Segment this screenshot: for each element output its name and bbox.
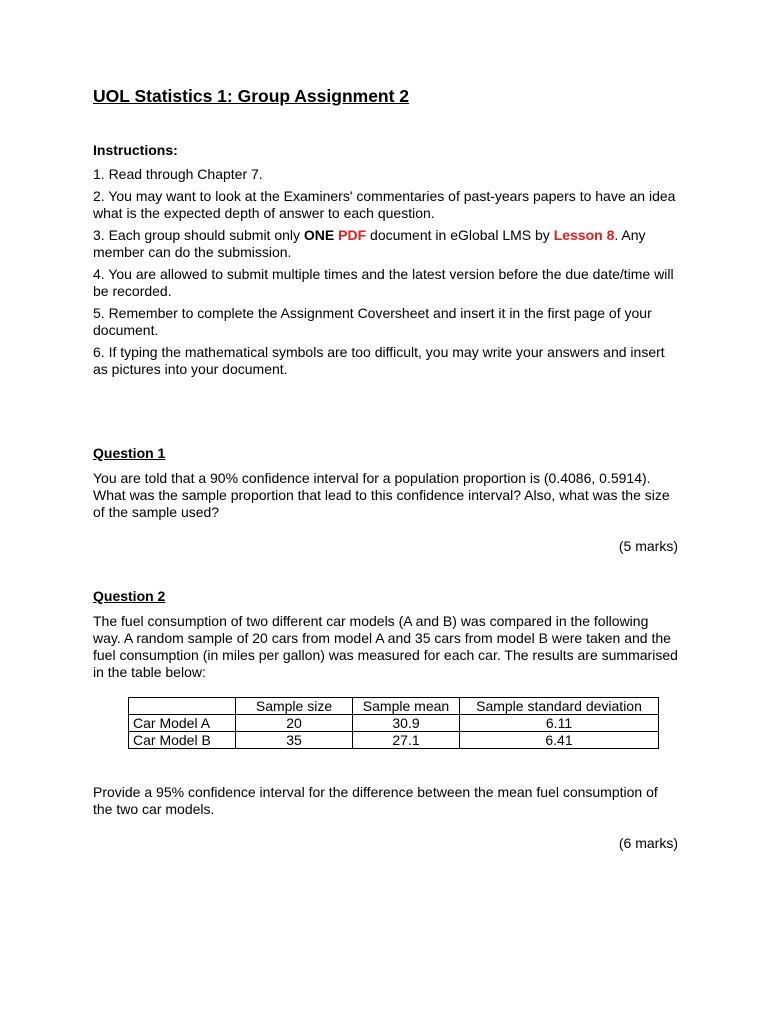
question-1-marks: (5 marks) (618, 538, 678, 554)
instruction-item-5: 5. Remember to complete the Assignment Coversheet and insert it in the first page of your document. (93, 305, 652, 338)
table-cell: 20 (236, 715, 353, 732)
table-row (129, 715, 659, 732)
question-2-body: The fuel consumption of two different car models (A and B) was compared in the following way. A random sample of 20 cars from model A and 35 cars from model B were taken and the fuel consumption (in miles per gallon) was measured for each car. The results are summarised in the table below: (93, 613, 678, 680)
instructions-heading: Instructions: (93, 142, 178, 158)
table-header-row (129, 698, 659, 715)
results-table (128, 697, 659, 749)
instructions-list (93, 166, 678, 383)
instruction-3-one: ONE (303, 227, 335, 243)
table-cell: 6.11 (460, 715, 659, 732)
instruction-3-pdf: PDF (338, 227, 367, 243)
table-header-cell: Sample size (236, 698, 353, 715)
table-header-cell: Sample standard deviation (460, 698, 659, 715)
instruction-item-3 (93, 227, 678, 261)
table-cell: Car Model B (129, 732, 236, 749)
table-row (129, 732, 659, 749)
instruction-3-lesson: Lesson 8 (553, 227, 615, 243)
question-1-body: You are told that a 90% confidence interval for a population proportion is (0.4086, 0.5914). What was the sample proportion that lead to this confidence interval? Also, what was the size of the sample used? (93, 470, 670, 520)
table-header-cell: Sample mean (353, 698, 460, 715)
question-2-heading: Question 2 (93, 588, 166, 604)
table-cell: Car Model A (129, 715, 236, 732)
question-1-heading: Question 1 (93, 445, 166, 461)
table-cell: 30.9 (353, 715, 460, 732)
table-cell: 6.41 (460, 732, 659, 749)
table-cell: 27.1 (353, 732, 460, 749)
instruction-3-pre: 3. Each group should submit only (93, 227, 304, 243)
question-2-marks: (6 marks) (618, 835, 678, 851)
document-title: UOL Statistics 1: Group Assignment 2 (93, 86, 410, 106)
instruction-3-mid: document in eGlobal LMS by (366, 227, 554, 243)
table-header-cell (129, 698, 236, 715)
instruction-item-6: 6. If typing the mathematical symbols are too difficult, you may write your answers and insert as pictures into your document. (93, 344, 665, 377)
instruction-item-1: 1. Read through Chapter 7. (93, 166, 263, 182)
table-cell: 35 (236, 732, 353, 749)
instruction-item-4: 4. You are allowed to submit multiple times and the latest version before the due date/time will be recorded. (93, 266, 674, 299)
question-2-task: Provide a 95% confidence interval for the difference between the mean fuel consumption of the two car models. (93, 784, 658, 817)
instruction-3-post: . Any member can do the submission. (93, 227, 646, 260)
instruction-item-2: 2. You may want to look at the Examiners' commentaries of past-years papers to have an idea what is the expected depth of answer to each question. (93, 188, 676, 221)
